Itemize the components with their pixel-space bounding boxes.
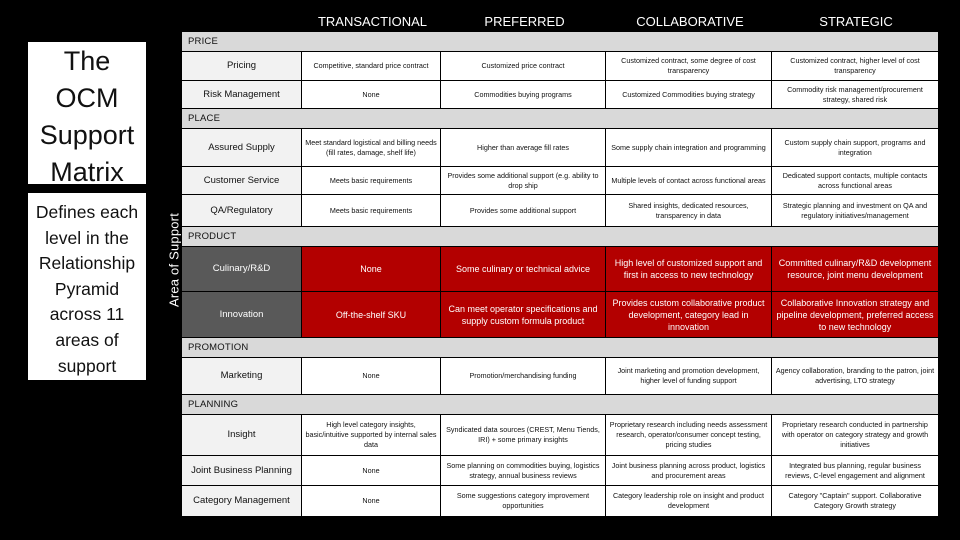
area-label: Culinary/R&D bbox=[182, 247, 302, 291]
area-label: Assured Supply bbox=[182, 129, 302, 166]
description-line: Relationship bbox=[38, 253, 136, 274]
matrix-cell: Dedicated support contacts, multiple contacts across functional areas bbox=[772, 167, 938, 194]
matrix-cell: Can meet operator specifications and supply custom formula product bbox=[441, 292, 606, 337]
title-line-4: Matrix bbox=[50, 157, 124, 187]
description-line: Pyramid bbox=[54, 278, 120, 299]
matrix-cell: Higher than average fill rates bbox=[441, 129, 606, 166]
section-header: PROMOTION bbox=[182, 338, 938, 358]
matrix-cell: Customized contract, higher level of cost transparency bbox=[772, 52, 938, 80]
area-label: Risk Management bbox=[182, 81, 302, 108]
matrix-row bbox=[182, 486, 938, 517]
matrix-cell: Commodity risk management/procurement strategy, shared risk bbox=[772, 81, 938, 108]
matrix-cell: Off-the-shelf SKU bbox=[302, 292, 441, 337]
matrix-cell: Collaborative Innovation strategy and pipeline development, preferred access to new technology bbox=[772, 292, 938, 337]
matrix-cell: Competitive, standard price contract bbox=[302, 52, 441, 80]
matrix-cell: Joint marketing and promotion development, higher level of funding support bbox=[606, 358, 772, 394]
matrix-cell: Syndicated data sources (CREST, Menu Tiends, IRI) + some primary insights bbox=[441, 415, 606, 455]
matrix-row bbox=[182, 195, 938, 227]
matrix-cell: Some suggestions category improvement opportunities bbox=[441, 486, 606, 516]
matrix-cell: Proprietary research conducted in partnership with operator on category strategy and growth initiatives bbox=[772, 415, 938, 455]
matrix-cell: Provides some additional support (e.g. ability to drop ship bbox=[441, 167, 606, 194]
matrix-cell: Provides custom collaborative product development, category lead in innovation bbox=[606, 292, 772, 337]
area-label: QA/Regulatory bbox=[182, 195, 302, 226]
matrix-cell: None bbox=[302, 358, 441, 394]
matrix-cell: Provides some additional support bbox=[441, 195, 606, 226]
matrix-cell: Strategic planning and investment on QA and regulatory initiatives/management bbox=[772, 195, 938, 226]
matrix-cell: Shared insights, dedicated resources, transparency in data bbox=[606, 195, 772, 226]
matrix-cell: Custom supply chain support, programs and integration bbox=[772, 129, 938, 166]
matrix-cell: Some supply chain integration and programming bbox=[606, 129, 772, 166]
matrix-cell: Meet standard logistical and billing needs (fill rates, damage, shelf life) bbox=[302, 129, 441, 166]
matrix-cell: Category "Captain" support. Collaborative Category Growth strategy bbox=[772, 486, 938, 516]
matrix-cell: Some culinary or technical advice bbox=[441, 247, 606, 291]
matrix-row bbox=[182, 129, 938, 167]
matrix-cell: Meets basic requirements bbox=[302, 167, 441, 194]
matrix-row bbox=[182, 52, 938, 81]
description-line: across 11 bbox=[49, 304, 125, 325]
description-line: areas of bbox=[55, 329, 119, 350]
matrix-row bbox=[182, 81, 938, 109]
area-of-support-label bbox=[164, 190, 184, 330]
column-header-preferred: PREFERRED bbox=[484, 14, 565, 29]
column-header-transactional: TRANSACTIONAL bbox=[317, 14, 428, 29]
matrix-cell: Promotion/merchandising funding bbox=[441, 358, 606, 394]
area-label: Category Management bbox=[182, 486, 302, 516]
support-matrix-table bbox=[182, 32, 938, 517]
description-line: support bbox=[57, 355, 117, 376]
matrix-cell: Commodities buying programs bbox=[441, 81, 606, 108]
matrix-cell: High level category insights, basic/intuitive supported by internal sales data bbox=[302, 415, 441, 455]
matrix-title bbox=[28, 42, 146, 187]
title-line-2: OCM bbox=[55, 83, 119, 113]
area-label: Innovation bbox=[182, 292, 302, 337]
matrix-cell: Meets basic requirements bbox=[302, 195, 441, 226]
matrix-cell: Customized contract, some degree of cost transparency bbox=[606, 52, 772, 80]
matrix-cell: Category leadership role on insight and product development bbox=[606, 486, 772, 516]
matrix-cell: Customized price contract bbox=[441, 52, 606, 80]
matrix-row bbox=[182, 456, 938, 486]
section-header: PRICE bbox=[182, 32, 938, 52]
side-label-text: Area of Support bbox=[166, 212, 182, 308]
matrix-row bbox=[182, 415, 938, 456]
matrix-cell: None bbox=[302, 486, 441, 516]
title-line-3: Support bbox=[39, 120, 135, 150]
matrix-cell: Some planning on commodities buying, logistics strategy, annual business reviews bbox=[441, 456, 606, 485]
matrix-cell: None bbox=[302, 456, 441, 485]
description-line: level in the bbox=[45, 227, 129, 248]
matrix-description bbox=[28, 193, 146, 380]
matrix-cell: Proprietary research including needs assessment research, operator/consumer concept testing, pricing studies bbox=[606, 415, 772, 455]
matrix-cell: Joint business planning across product, logistics and procurement areas bbox=[606, 456, 772, 485]
matrix-cell: Committed culinary/R&D development resource, joint menu development bbox=[772, 247, 938, 291]
area-label: Insight bbox=[182, 415, 302, 455]
column-header-collaborative: COLLABORATIVE bbox=[636, 14, 744, 29]
area-label: Joint Business Planning bbox=[182, 456, 302, 485]
title-line-1: The bbox=[63, 46, 111, 76]
matrix-row bbox=[182, 358, 938, 395]
matrix-row bbox=[182, 167, 938, 195]
matrix-cell: Customized Commodities buying strategy bbox=[606, 81, 772, 108]
matrix-row bbox=[182, 292, 938, 338]
area-label: Marketing bbox=[182, 358, 302, 394]
area-label: Pricing bbox=[182, 52, 302, 80]
matrix-cell: High level of customized support and first in access to new technology bbox=[606, 247, 772, 291]
description-line: Defines each bbox=[35, 202, 139, 222]
area-label: Customer Service bbox=[182, 167, 302, 194]
section-header: PRODUCT bbox=[182, 227, 938, 247]
matrix-row bbox=[182, 247, 938, 292]
matrix-cell: Multiple levels of contact across functional areas bbox=[606, 167, 772, 194]
matrix-cell: None bbox=[302, 81, 441, 108]
section-header: PLANNING bbox=[182, 395, 938, 415]
matrix-cell: Integrated bus planning, regular business reviews, C-level engagement and alignment bbox=[772, 456, 938, 485]
column-header-strategic: STRATEGIC bbox=[819, 14, 893, 29]
matrix-cell: None bbox=[302, 247, 441, 291]
section-header: PLACE bbox=[182, 109, 938, 129]
matrix-cell: Agency collaboration, branding to the patron, joint advertising, LTO strategy bbox=[772, 358, 938, 394]
